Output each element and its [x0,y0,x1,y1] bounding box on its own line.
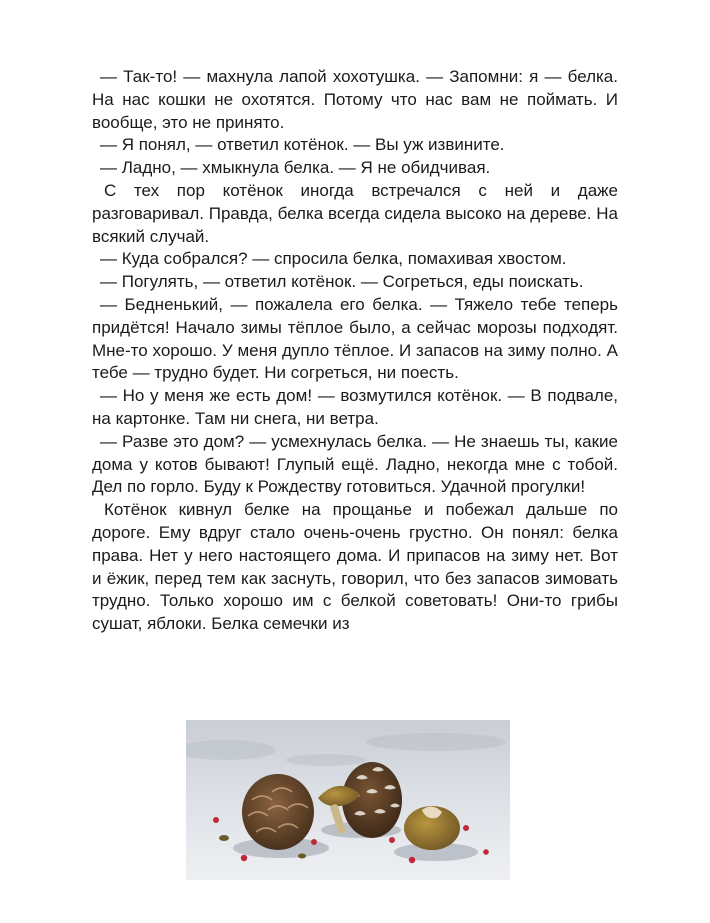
paragraph-5: — Куда собрался? — спросила белка, помахивая хвостом. [100,249,567,269]
paragraph-6: — Погулять, — ответил котёнок. — Согреться, еды поискать. [100,272,584,292]
paragraph-7: — Бедненький, — пожалела его белка. — Тяжело тебе теперь придётся! Начало зимы тёплое было, а сейчас морозы подходят. Мне-то хорошо. У меня дупло тёплое. И запасов на зиму полно. А тебе — трудно будет. Ни согреться, ни поесть. [92,294,618,383]
paragraph-9: — Разве это дом? — усмехнулась белка. — Не знаешь ты, какие дома у котов бывают! Глупый ещё. Ладно, некогда мне с тобой. Дел по горло. Буду к Рождеству готовиться. Удачной прогулки! [92,431,618,497]
paragraph-1: — Так-то! — махнула лапой хохотушка. — Запомни: я — белка. На нас кошки не охотятся. Потому что нас вам не поймать. И вообще, это не принято. [92,67,618,132]
paragraph-10: Котёнок кивнул белке на прощанье и побежал дальше по дороге. Ему вдруг стало очень-очень грустно. Он понял: белка права. Нет у него настоящего дома. И припасов на зиму нет. Вот и ёжик, перед тем как заснуть, говорил, что без запасов зимовать трудно. Только хорошо им с белкой советовать! Они-то грибы сушат, яблоки. Белка семечки из [92,500,618,634]
paragraph-3: — Ладно, — хмыкнула белка. — Я не обидчивая. [100,158,491,178]
illustration-drawing [186,720,510,880]
paragraph-8: — Но у меня же есть дом! — возмутился котёнок. — В подвале, на картонке. Там ни снега, ни ветра. [92,386,618,428]
illustration-pinecones-mushrooms [186,720,510,880]
mushroom-right [404,806,460,850]
paragraph-4: С тех пор котёнок иногда встречался с ней и даже разговаривал. Правда, белка всегда сидела высоко на дереве. На всякий случай. [92,180,618,246]
paragraph-2: — Я понял, — ответил котёнок. — Вы уж извините. [100,135,505,155]
pine-cone-left [242,774,314,850]
story-text [92,66,618,636]
